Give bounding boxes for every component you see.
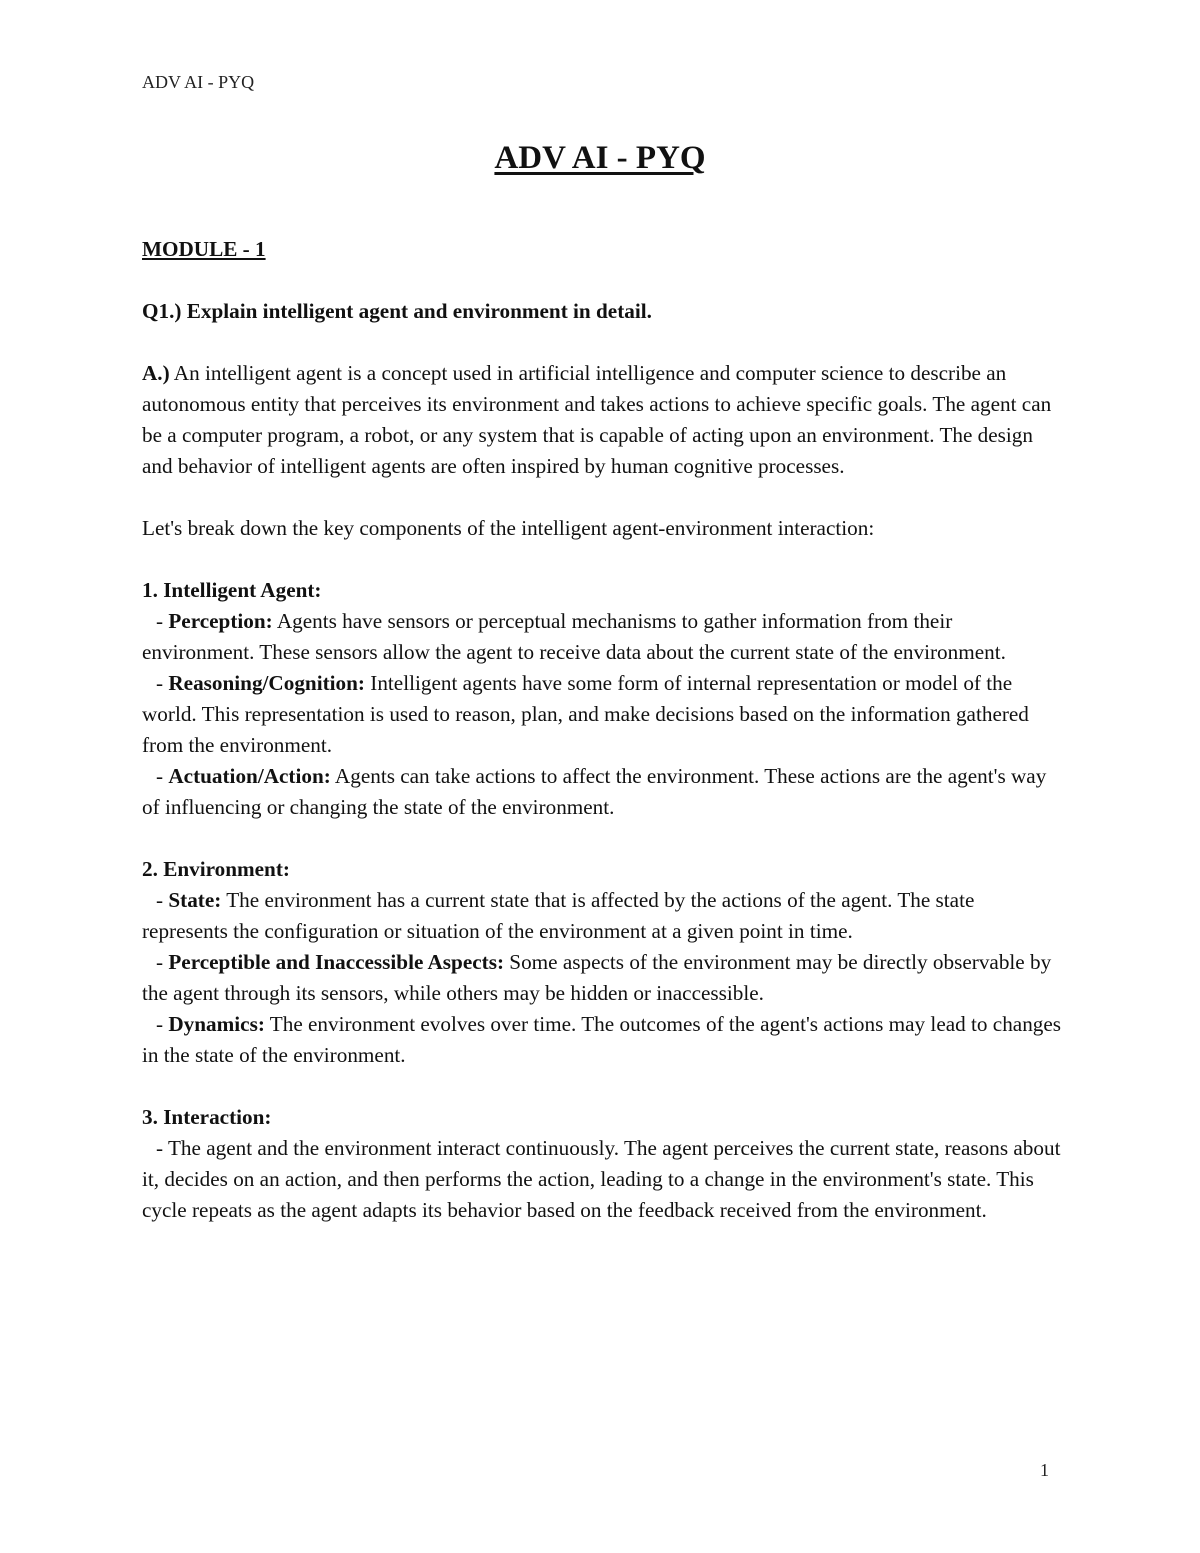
section-heading: 1. Intelligent Agent: (142, 578, 322, 602)
bullet-term: Perceptible and Inaccessible Aspects: (168, 950, 504, 974)
intro-paragraph: Let's break down the key components of the intelligent agent-environment interaction: (142, 516, 875, 540)
bullet-dash: - (156, 1136, 168, 1160)
bullet-dash: - (156, 888, 169, 912)
bullet-item (142, 668, 1062, 761)
bullet-term: Dynamics: (168, 1012, 265, 1036)
bullet-item (142, 1133, 1062, 1226)
bullet-item (142, 885, 1062, 947)
section-interaction (142, 1102, 1062, 1226)
bullet-dash: - (156, 764, 169, 788)
bullet-dash: - (156, 609, 169, 633)
answer-paragraph (142, 358, 1062, 482)
bullet-dash: - (156, 1012, 169, 1036)
bullet-item (142, 1009, 1062, 1071)
question-text: Q1.) Explain intelligent agent and environment in detail. (142, 299, 652, 323)
module-heading: MODULE - 1 (142, 237, 266, 261)
section-intelligent-agent (142, 575, 1062, 823)
page-number: 1 (1040, 1460, 1049, 1480)
section-heading: 3. Interaction: (142, 1105, 272, 1129)
bullet-text: Some aspects of the environment may be directly observable by the agent through its sensors, while others may be hidden or inaccessible. (142, 950, 1052, 1005)
bullet-dash: - (156, 950, 169, 974)
bullet-dash: - (156, 671, 169, 695)
section-heading: 2. Environment: (142, 857, 290, 881)
bullet-item (142, 606, 1062, 668)
bullet-item (142, 947, 1062, 1009)
bullet-term: Perception: (168, 609, 273, 633)
bullet-term: State: (168, 888, 222, 912)
bullet-term: Reasoning/Cognition: (168, 671, 365, 695)
running-header: ADV AI - PYQ (142, 72, 255, 92)
bullet-text: Agents have sensors or perceptual mechanisms to gather information from their environment. These sensors allow the agent to receive data about the current state of the environment. (142, 609, 1006, 664)
bullet-term: Actuation/Action: (168, 764, 331, 788)
bullet-item (142, 761, 1062, 823)
answer-text: An intelligent agent is a concept used in artificial intelligence and computer science to describe an autonomous entity that perceives its environment and takes actions to achieve specific goals. The agent can be a computer program, a robot, or any system that is capable of acting upon an environment. The design and behavior of intelligent agents are often inspired by human cognitive processes. (142, 361, 1052, 478)
bullet-text: Intelligent agents have some form of internal representation or model of the world. This representation is used to reason, plan, and make decisions based on the information gathered from the environment. (142, 671, 1029, 757)
bullet-text: Agents can take actions to affect the environment. These actions are the agent's way of influencing or changing the state of the environment. (142, 764, 1047, 819)
bullet-text: The environment evolves over time. The outcomes of the agent's actions may lead to changes in the state of the environment. (142, 1012, 1062, 1067)
document-body (142, 234, 1062, 1257)
section-environment (142, 854, 1062, 1071)
document-title: ADV AI - PYQ (494, 140, 706, 176)
answer-label: A.) (142, 361, 170, 385)
bullet-text: The environment has a current state that is affected by the actions of the agent. The state represents the configuration or situation of the environment at a given point in time. (142, 888, 975, 943)
bullet-text: The agent and the environment interact continuously. The agent perceives the current state, reasons about it, decides on an action, and then performs the action, leading to a change in the environment's state. This cycle repeats as the agent adapts its behavior based on the feedback received from the environment. (142, 1136, 1061, 1222)
